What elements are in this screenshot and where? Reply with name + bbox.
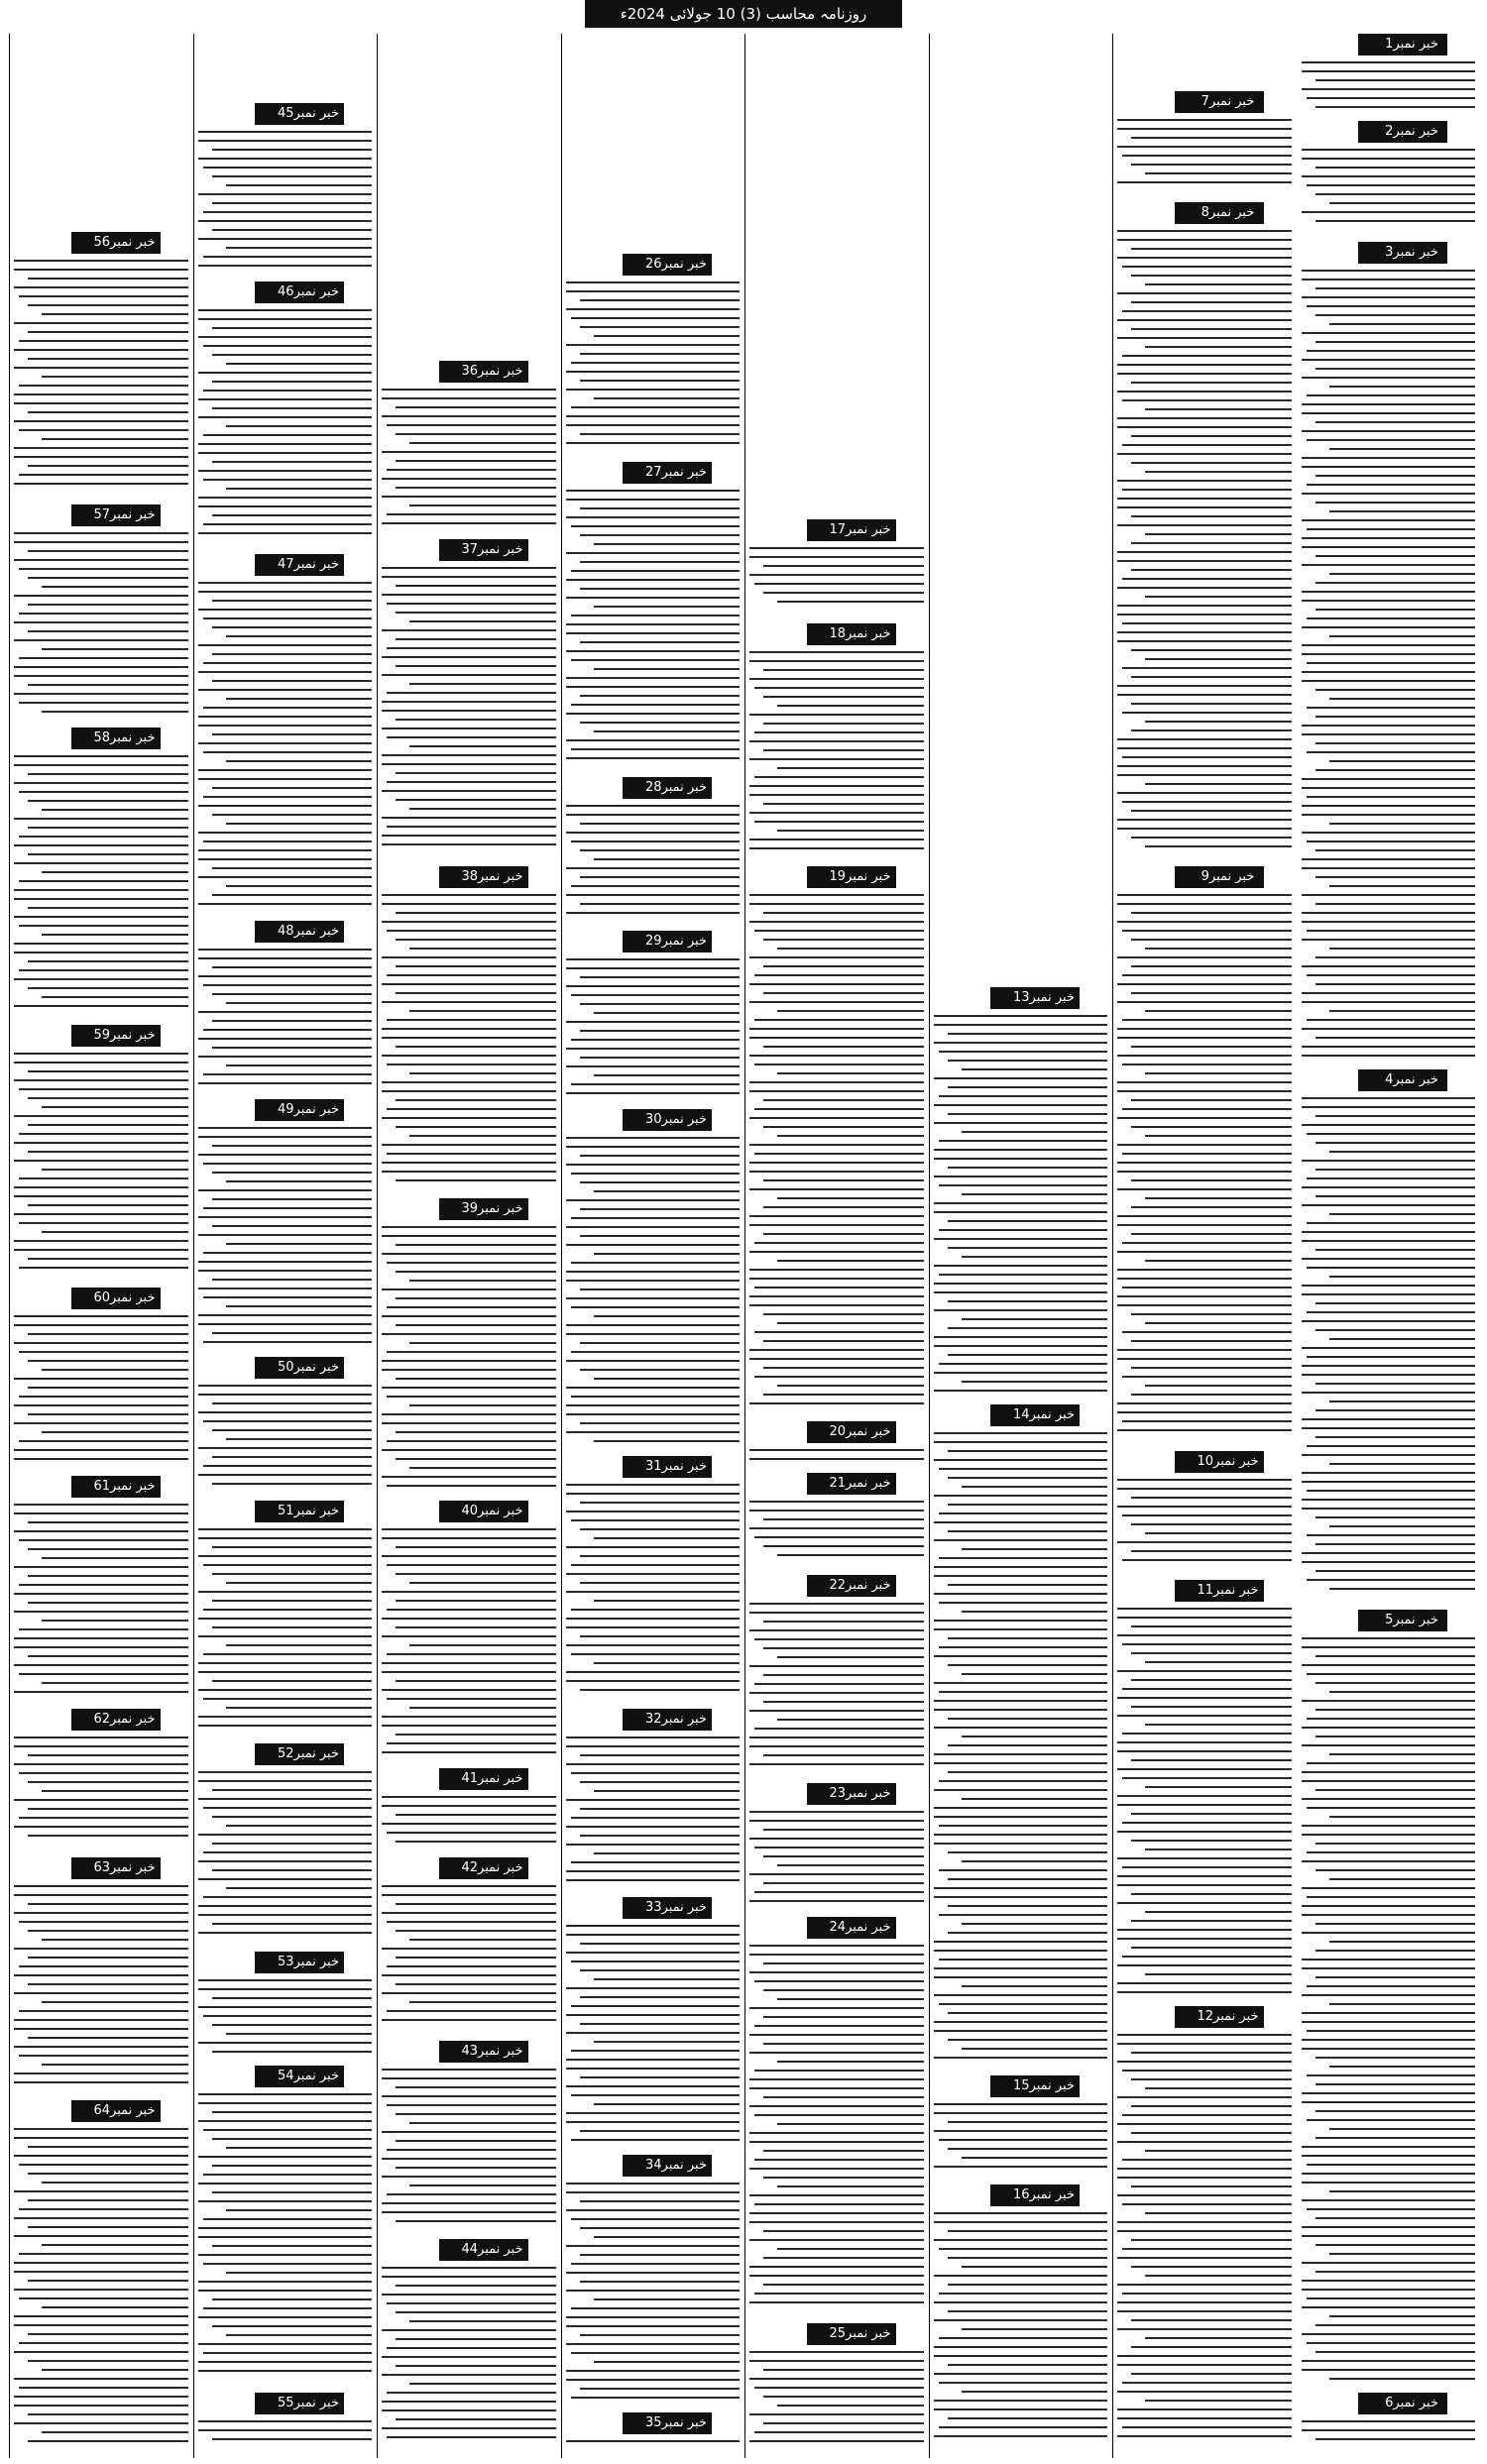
news-item — [14, 504, 188, 724]
news-item-number-label — [71, 504, 188, 526]
news-item — [566, 777, 741, 927]
news-item-number-text: خبر نمبر5 — [1385, 1613, 1438, 1627]
news-item-number-text: خبر نمبر1 — [1385, 37, 1438, 52]
news-item-number-text: خبر نمبر57 — [93, 507, 156, 522]
news-item-number-text: خبر نمبر42 — [461, 1860, 523, 1875]
news-item-body-text — [198, 582, 373, 905]
news-item-body-text — [749, 1449, 924, 1460]
news-item-number-label — [990, 2184, 1107, 2206]
news-item-number-label — [807, 866, 924, 888]
news-item — [749, 2323, 924, 2454]
news-item-body-text — [566, 1137, 741, 1442]
news-item-number-text: خبر نمبر45 — [277, 106, 340, 121]
news-item-number-label — [1175, 1580, 1292, 1602]
news-item-number-label — [255, 1357, 372, 1379]
news-item-number-label — [1358, 2393, 1475, 2414]
news-item — [198, 1743, 373, 1948]
news-item — [1117, 1580, 1292, 2002]
news-item — [749, 1473, 924, 1571]
news-item-number-text: خبر نمبر20 — [829, 1424, 891, 1439]
news-item-body-text — [198, 1771, 373, 1934]
news-item-body-text — [1302, 1637, 1476, 2380]
news-item-number-label — [807, 1421, 924, 1443]
news-item-number-label — [623, 462, 740, 484]
news-item-body-text — [566, 2440, 741, 2442]
news-item-number-text: خبر نمبر43 — [461, 2044, 523, 2059]
news-column — [744, 34, 928, 2458]
news-item-number-label — [1175, 91, 1292, 113]
news-column — [9, 34, 192, 2458]
news-item-body-text — [1117, 230, 1292, 847]
news-item — [934, 2184, 1108, 2454]
news-item-body-text — [382, 389, 556, 524]
news-item-number-label — [807, 519, 924, 541]
news-item — [198, 2393, 373, 2454]
news-item-body-text — [749, 1811, 924, 1902]
news-item-body-text — [382, 2069, 556, 2222]
masthead-title: روزنامہ محاسب (3) 10 جولائی 2024ء — [620, 5, 867, 23]
news-item-number-label — [439, 2239, 556, 2261]
news-item — [198, 2066, 373, 2389]
news-item — [382, 1857, 556, 2037]
news-item — [749, 1421, 924, 1469]
news-item — [1117, 866, 1292, 1447]
news-item-number-label — [623, 1897, 740, 1919]
news-item-number-label — [255, 103, 372, 125]
news-item-number-label — [71, 232, 188, 254]
news-item — [566, 2155, 741, 2408]
news-item-number-label — [439, 1857, 556, 1879]
news-item — [934, 987, 1108, 1400]
news-item-number-text: خبر نمبر59 — [93, 1028, 156, 1043]
news-item-number-text: خبر نمبر55 — [277, 2396, 340, 2410]
news-item-number-text: خبر نمبر50 — [277, 1360, 340, 1375]
news-item-number-label — [439, 1501, 556, 1522]
news-item — [198, 554, 373, 917]
news-item — [749, 1783, 924, 1913]
news-item — [382, 2041, 556, 2235]
news-item-number-text: خبر نمبر40 — [461, 1504, 523, 1518]
news-item — [934, 1404, 1108, 2072]
news-item-body-text — [1302, 149, 1476, 222]
news-item-body-text — [382, 1226, 556, 1487]
news-item — [566, 1456, 741, 1705]
news-item-number-label — [623, 931, 740, 952]
news-item-number-label — [1358, 121, 1475, 143]
news-item-body-text — [14, 1885, 188, 2083]
news-item-number-text: خبر نمبر31 — [644, 1459, 708, 1474]
news-item-number-label — [255, 2066, 372, 2087]
news-item-body-text — [1302, 270, 1476, 1057]
news-item-body-text — [198, 309, 373, 534]
news-item-body-text — [749, 651, 924, 849]
news-item — [749, 623, 924, 862]
news-item-number-text: خبر نمبر39 — [461, 1201, 523, 1216]
news-item-number-text: خبر نمبر9 — [1201, 869, 1255, 884]
news-item-number-label — [807, 2323, 924, 2345]
news-item — [14, 728, 188, 1021]
news-item-body-text — [198, 131, 373, 267]
news-item-body-text — [14, 1053, 188, 1269]
masthead — [585, 0, 902, 28]
news-item-number-label — [807, 623, 924, 645]
news-item-body-text — [14, 260, 188, 485]
news-item — [14, 2100, 188, 2454]
news-item-number-label — [255, 281, 372, 303]
news-item-body-text — [198, 1979, 373, 2053]
news-item — [566, 1897, 741, 2151]
news-column — [1298, 34, 1480, 2458]
news-item-number-label — [71, 1288, 188, 1309]
news-item — [566, 1109, 741, 1452]
news-item — [749, 866, 924, 1417]
news-item-body-text — [382, 1528, 556, 1753]
news-item-number-text: خبر نمبر34 — [644, 2158, 708, 2173]
news-item — [1302, 121, 1476, 238]
news-item-body-text — [14, 1736, 188, 1837]
news-item-number-text: خبر نمبر25 — [829, 2326, 891, 2341]
news-item — [198, 1357, 373, 1497]
news-item-body-text — [382, 2267, 556, 2438]
news-item-number-text: خبر نمبر4 — [1385, 1072, 1438, 1087]
news-item — [749, 1575, 924, 1779]
news-item-number-label — [1175, 1451, 1292, 1473]
news-item-number-text: خبر نمبر7 — [1201, 94, 1255, 109]
news-item-number-text: خبر نمبر12 — [1197, 2009, 1259, 2024]
news-item-number-text: خبر نمبر33 — [644, 1900, 708, 1915]
news-item-number-text: خبر نمبر49 — [277, 1102, 340, 1117]
news-item-number-text: خبر نمبر15 — [1012, 2078, 1076, 2093]
news-item-number-text: خبر نمبر17 — [829, 522, 891, 537]
news-column — [377, 34, 560, 2458]
news-item — [1302, 2393, 1476, 2454]
news-item-body-text — [934, 1432, 1108, 2059]
news-item-number-label — [807, 1575, 924, 1597]
news-item-number-text: خبر نمبر23 — [829, 1786, 891, 1801]
news-item-number-label — [623, 777, 740, 799]
news-item-body-text — [14, 1315, 188, 1460]
news-item — [14, 232, 188, 501]
news-item — [198, 1952, 373, 2062]
news-item-body-text — [934, 1015, 1108, 1392]
news-item-body-text — [749, 1603, 924, 1765]
news-item-body-text — [1117, 894, 1292, 1431]
news-item-number-label — [439, 361, 556, 383]
news-item — [14, 1857, 188, 2096]
news-item-number-text: خبر نمبر60 — [93, 1290, 156, 1305]
news-item-number-text: خبر نمبر35 — [644, 2415, 708, 2430]
news-item-body-text — [749, 1501, 924, 1556]
news-item — [198, 1099, 373, 1353]
news-item-body-text — [566, 1484, 741, 1691]
news-item-number-label — [623, 2412, 740, 2434]
news-item-number-label — [1175, 866, 1292, 888]
news-item-number-text: خبر نمبر8 — [1201, 205, 1255, 220]
news-item-number-text: خبر نمبر41 — [461, 1771, 523, 1786]
news-item-number-text: خبر نمبر27 — [644, 465, 708, 480]
news-item-number-label — [255, 554, 372, 576]
news-item-number-label — [807, 1783, 924, 1805]
news-column — [193, 34, 377, 2458]
news-item-body-text — [1117, 1479, 1292, 1561]
news-item-body-text — [1302, 61, 1476, 108]
news-item — [749, 1917, 924, 2319]
news-item-number-label — [255, 921, 372, 943]
news-item-number-label — [623, 2155, 740, 2177]
news-item-body-text — [566, 1736, 741, 1881]
news-item-number-text: خبر نمبر14 — [1012, 1407, 1076, 1422]
news-item-body-text — [198, 1127, 373, 1343]
news-item-number-text: خبر نمبر13 — [1012, 990, 1076, 1005]
news-item-number-text: خبر نمبر46 — [277, 284, 340, 299]
news-item-number-text: خبر نمبر48 — [277, 924, 340, 939]
news-column — [1112, 34, 1296, 2458]
news-item — [14, 1709, 188, 1853]
news-item-number-text: خبر نمبر38 — [461, 869, 523, 884]
news-item — [198, 103, 373, 278]
news-item — [1302, 242, 1476, 1065]
news-item-body-text — [749, 547, 924, 603]
news-item — [749, 519, 924, 619]
news-item-number-label — [71, 1709, 188, 1731]
news-column — [929, 34, 1112, 2458]
news-item-body-text — [14, 2128, 188, 2442]
news-item — [566, 254, 741, 458]
news-item-number-text: خبر نمبر56 — [93, 235, 156, 250]
news-item-number-label — [255, 2393, 372, 2414]
news-columns — [8, 34, 1479, 2458]
news-item-number-text: خبر نمبر21 — [829, 1476, 891, 1491]
news-item-number-text: خبر نمبر28 — [644, 780, 708, 795]
news-item-body-text — [382, 1796, 556, 1843]
news-item-number-text: خبر نمبر11 — [1197, 1583, 1259, 1598]
news-item-number-text: خبر نمبر29 — [644, 934, 708, 949]
news-item — [382, 539, 556, 862]
news-item-number-label — [807, 1917, 924, 1939]
news-item — [198, 281, 373, 550]
news-item — [382, 1768, 556, 1853]
news-item-body-text — [382, 567, 556, 845]
news-item-number-text: خبر نمبر52 — [277, 1746, 340, 1761]
news-item-body-text — [198, 2420, 373, 2440]
news-item-number-text: خبر نمبر62 — [93, 1712, 156, 1727]
news-item-number-label — [71, 1857, 188, 1879]
news-item — [198, 921, 373, 1095]
news-item-number-label — [1358, 34, 1475, 56]
news-item-body-text — [198, 2093, 373, 2372]
news-item — [566, 2412, 741, 2454]
news-item-body-text — [566, 2183, 741, 2399]
news-item-body-text — [1302, 2420, 1476, 2440]
news-item-number-label — [255, 1501, 372, 1522]
news-item-body-text — [1117, 119, 1292, 183]
news-item — [382, 1198, 556, 1497]
news-item-number-label — [71, 1025, 188, 1047]
news-item-body-text — [382, 1885, 556, 2021]
news-item-number-label — [1358, 1069, 1475, 1091]
news-item-number-text: خبر نمبر58 — [93, 730, 156, 745]
news-item-body-text — [749, 1945, 924, 2303]
news-item-body-text — [14, 532, 188, 713]
news-item — [1117, 202, 1292, 862]
news-item-number-label — [1175, 2006, 1292, 2028]
news-item-number-label — [71, 2100, 188, 2122]
news-item-body-text — [934, 2103, 1108, 2168]
news-item-body-text — [198, 1528, 373, 1727]
news-item-number-text: خبر نمبر2 — [1385, 124, 1438, 139]
news-item — [198, 1501, 373, 1739]
news-item-number-label — [71, 1476, 188, 1498]
news-item-number-label — [71, 728, 188, 749]
news-item — [1302, 34, 1476, 117]
news-column — [561, 34, 744, 2458]
news-item-number-label — [1358, 242, 1475, 264]
news-item — [1117, 1451, 1292, 1576]
news-item-body-text — [1117, 2034, 1292, 2437]
news-item-number-label — [255, 1743, 372, 1765]
news-item — [566, 931, 741, 1105]
news-item-number-text: خبر نمبر24 — [829, 1920, 891, 1935]
news-item-number-text: خبر نمبر51 — [277, 1504, 340, 1518]
news-item — [382, 866, 556, 1194]
news-item-body-text — [749, 894, 924, 1404]
news-item-number-label — [1358, 1610, 1475, 1631]
news-item-number-label — [439, 2041, 556, 2063]
news-item-number-label — [623, 1456, 740, 1478]
news-item — [14, 1476, 188, 1705]
news-item-body-text — [749, 2351, 924, 2442]
news-item-number-text: خبر نمبر6 — [1385, 2396, 1438, 2410]
news-item-body-text — [1117, 1608, 1292, 1993]
news-item-body-text — [566, 958, 741, 1094]
news-item-body-text — [566, 805, 741, 914]
news-item — [566, 462, 741, 773]
news-item-number-text: خبر نمبر10 — [1197, 1454, 1259, 1469]
news-item-number-text: خبر نمبر26 — [644, 257, 708, 272]
news-item-body-text — [14, 1504, 188, 1693]
news-item-number-text: خبر نمبر30 — [644, 1112, 708, 1127]
news-item — [382, 1501, 556, 1764]
news-item — [1117, 91, 1292, 198]
news-item-number-label — [623, 254, 740, 276]
news-item — [934, 2075, 1108, 2181]
news-item-body-text — [566, 490, 741, 759]
news-item-number-text: خبر نمبر32 — [644, 1712, 708, 1727]
news-item — [14, 1025, 188, 1284]
news-item-number-label — [439, 866, 556, 888]
news-item — [14, 1288, 188, 1472]
news-item — [382, 361, 556, 535]
news-item-number-text: خبر نمبر44 — [461, 2242, 523, 2257]
news-item-number-text: خبر نمبر22 — [829, 1578, 891, 1593]
news-item — [1302, 1610, 1476, 2389]
news-item-number-label — [439, 1198, 556, 1220]
news-item-body-text — [198, 949, 373, 1084]
news-item-number-text: خبر نمبر47 — [277, 557, 340, 572]
news-item-number-text: خبر نمبر53 — [277, 1955, 340, 1969]
news-item-body-text — [566, 1925, 741, 2141]
news-item-number-label — [623, 1109, 740, 1131]
news-item-body-text — [14, 755, 188, 1007]
news-item-number-text: خبر نمبر54 — [277, 2069, 340, 2083]
news-item-number-label — [1175, 202, 1292, 224]
news-item-number-label — [439, 1768, 556, 1790]
news-item-number-text: خبر نمبر64 — [93, 2103, 156, 2118]
news-item-number-text: خبر نمبر3 — [1385, 245, 1438, 260]
news-item-body-text — [934, 2212, 1108, 2437]
news-item-number-label — [990, 987, 1107, 1009]
news-item-number-label — [623, 1709, 740, 1731]
news-item-body-text — [198, 1385, 373, 1485]
news-item-body-text — [382, 894, 556, 1181]
news-item-number-label — [990, 2075, 1107, 2097]
news-item-number-label — [807, 1473, 924, 1495]
news-item-body-text — [1302, 1097, 1476, 1590]
news-item — [1302, 1069, 1476, 1606]
news-item-number-text: خبر نمبر37 — [461, 542, 523, 557]
news-item-number-text: خبر نمبر16 — [1012, 2187, 1076, 2202]
news-item — [1117, 2006, 1292, 2454]
news-item-number-text: خبر نمبر61 — [93, 1479, 156, 1494]
news-item-number-text: خبر نمبر19 — [829, 869, 891, 884]
news-item-number-text: خبر نمبر63 — [93, 1860, 156, 1875]
news-item-number-label — [439, 539, 556, 561]
news-item-number-text: خبر نمبر18 — [829, 626, 891, 641]
news-item-body-text — [566, 281, 741, 444]
news-item-number-label — [255, 1952, 372, 1973]
news-item-number-label — [255, 1099, 372, 1121]
news-item-number-text: خبر نمبر36 — [461, 364, 523, 379]
news-item — [382, 2239, 556, 2454]
news-item — [566, 1709, 741, 1893]
news-item-number-label — [990, 1404, 1107, 1426]
